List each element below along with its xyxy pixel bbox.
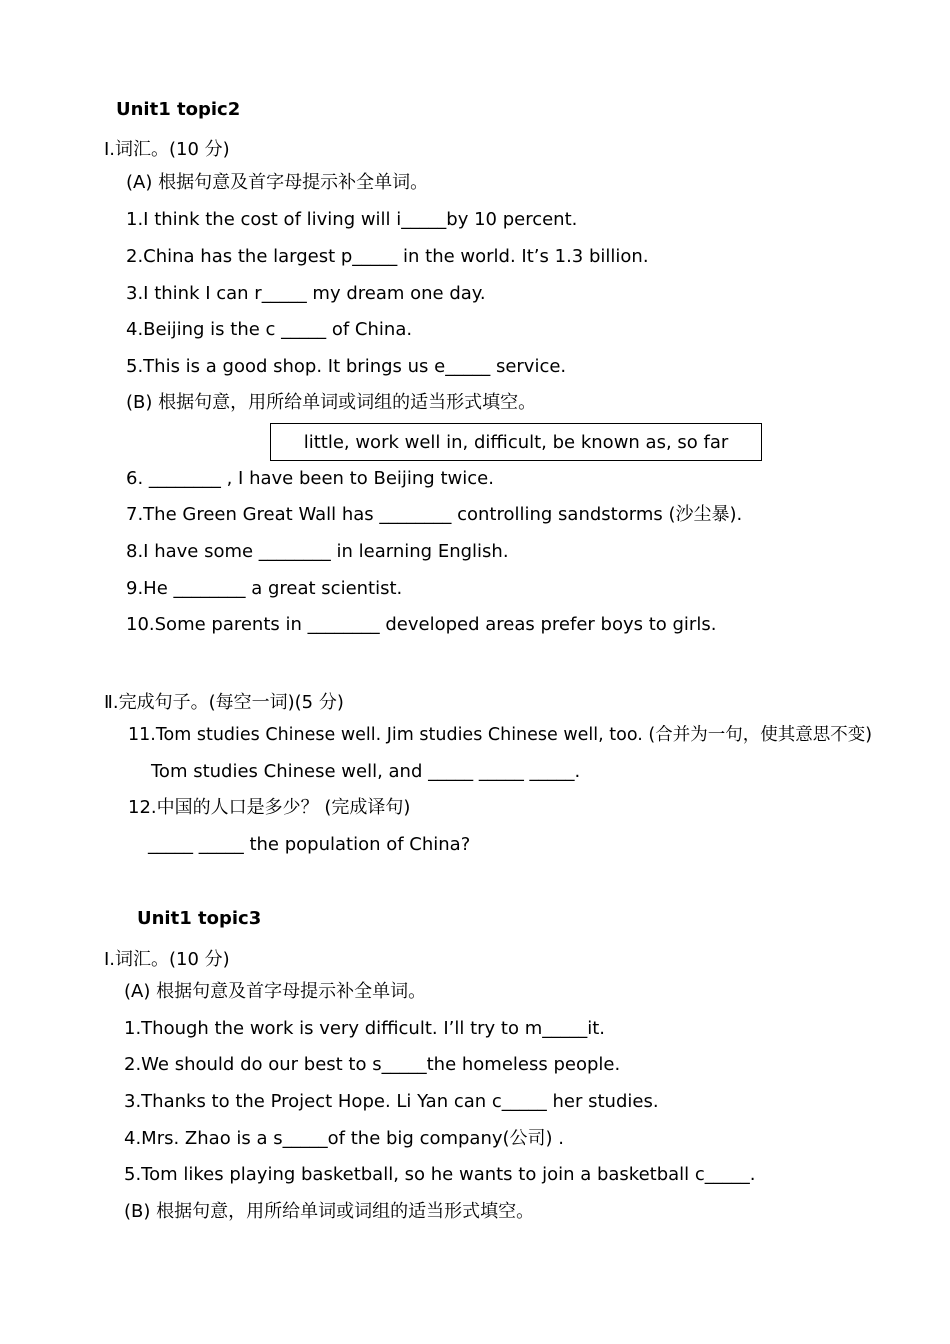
question-line: 4.Mrs. Zhao is a s_____of the big company(公司) . xyxy=(124,1128,565,1149)
question-line: 12.中国的人口是多少？ (完成译句) xyxy=(128,797,411,818)
question-line: 11.Tom studies Chinese well. Jim studies Chinese well, too. (合并为一句，使其意思不变) xyxy=(128,725,873,745)
topic2-part-b-instruction: (B) 根据句意，用所给单词或词组的适当形式填空。 xyxy=(126,392,537,413)
question-line: 5.This is a good shop. It brings us e_____ service. xyxy=(126,356,567,377)
question-line: 2.China has the largest p_____ in the world. It’s 1.3 billion. xyxy=(126,246,649,267)
question-line: 10.Some parents in ________ developed areas prefer boys to girls. xyxy=(126,614,717,635)
topic2-section1-heading: Ⅰ.词汇。(10 分) xyxy=(104,139,230,160)
question-line: 8.I have some ________ in learning English. xyxy=(126,541,509,562)
question-line: 3.Thanks to the Project Hope. Li Yan can c_____ her studies. xyxy=(124,1091,659,1112)
topic2-part-a-instruction: (A) 根据句意及首字母提示补全单词。 xyxy=(126,172,429,193)
topic2-section2-heading: Ⅱ.完成句子。(每空一词)(5 分) xyxy=(104,692,344,713)
question-line: 1.I think the cost of living will i_____by 10 percent. xyxy=(126,209,578,230)
question-line: 5.Tom likes playing basketball, so he wants to join a basketball c_____. xyxy=(124,1164,756,1185)
topic3-part-b-instruction: (B) 根据句意，用所给单词或词组的适当形式填空。 xyxy=(124,1201,535,1222)
word-box-text: little, work well in, difficult, be known as, so far xyxy=(303,431,729,453)
answer-line: Tom studies Chinese well, and _____ _____ _____. xyxy=(151,761,581,782)
question-line: 4.Beijing is the c _____ of China. xyxy=(126,319,413,340)
answer-line: _____ _____ the population of China? xyxy=(148,834,471,855)
question-line: 6. ________ , I have been to Beijing twice. xyxy=(126,468,494,489)
question-line: 9.He ________ a great scientist. xyxy=(126,578,403,599)
topic2-title: Unit1 topic2 xyxy=(116,99,241,120)
topic3-part-a-instruction: (A) 根据句意及首字母提示补全单词。 xyxy=(124,981,427,1002)
word-box xyxy=(270,423,762,461)
topic3-section1-heading: Ⅰ.词汇。(10 分) xyxy=(104,949,230,970)
question-line: 1.Though the work is very difficult. I’ll try to m_____it. xyxy=(124,1018,606,1039)
question-line: 7.The Green Great Wall has ________ controlling sandstorms (沙尘暴). xyxy=(126,504,743,525)
question-line: 3.I think I can r_____ my dream one day. xyxy=(126,283,486,304)
question-line: 2.We should do our best to s_____the homeless people. xyxy=(124,1054,621,1075)
topic3-title: Unit1 topic3 xyxy=(137,908,262,929)
